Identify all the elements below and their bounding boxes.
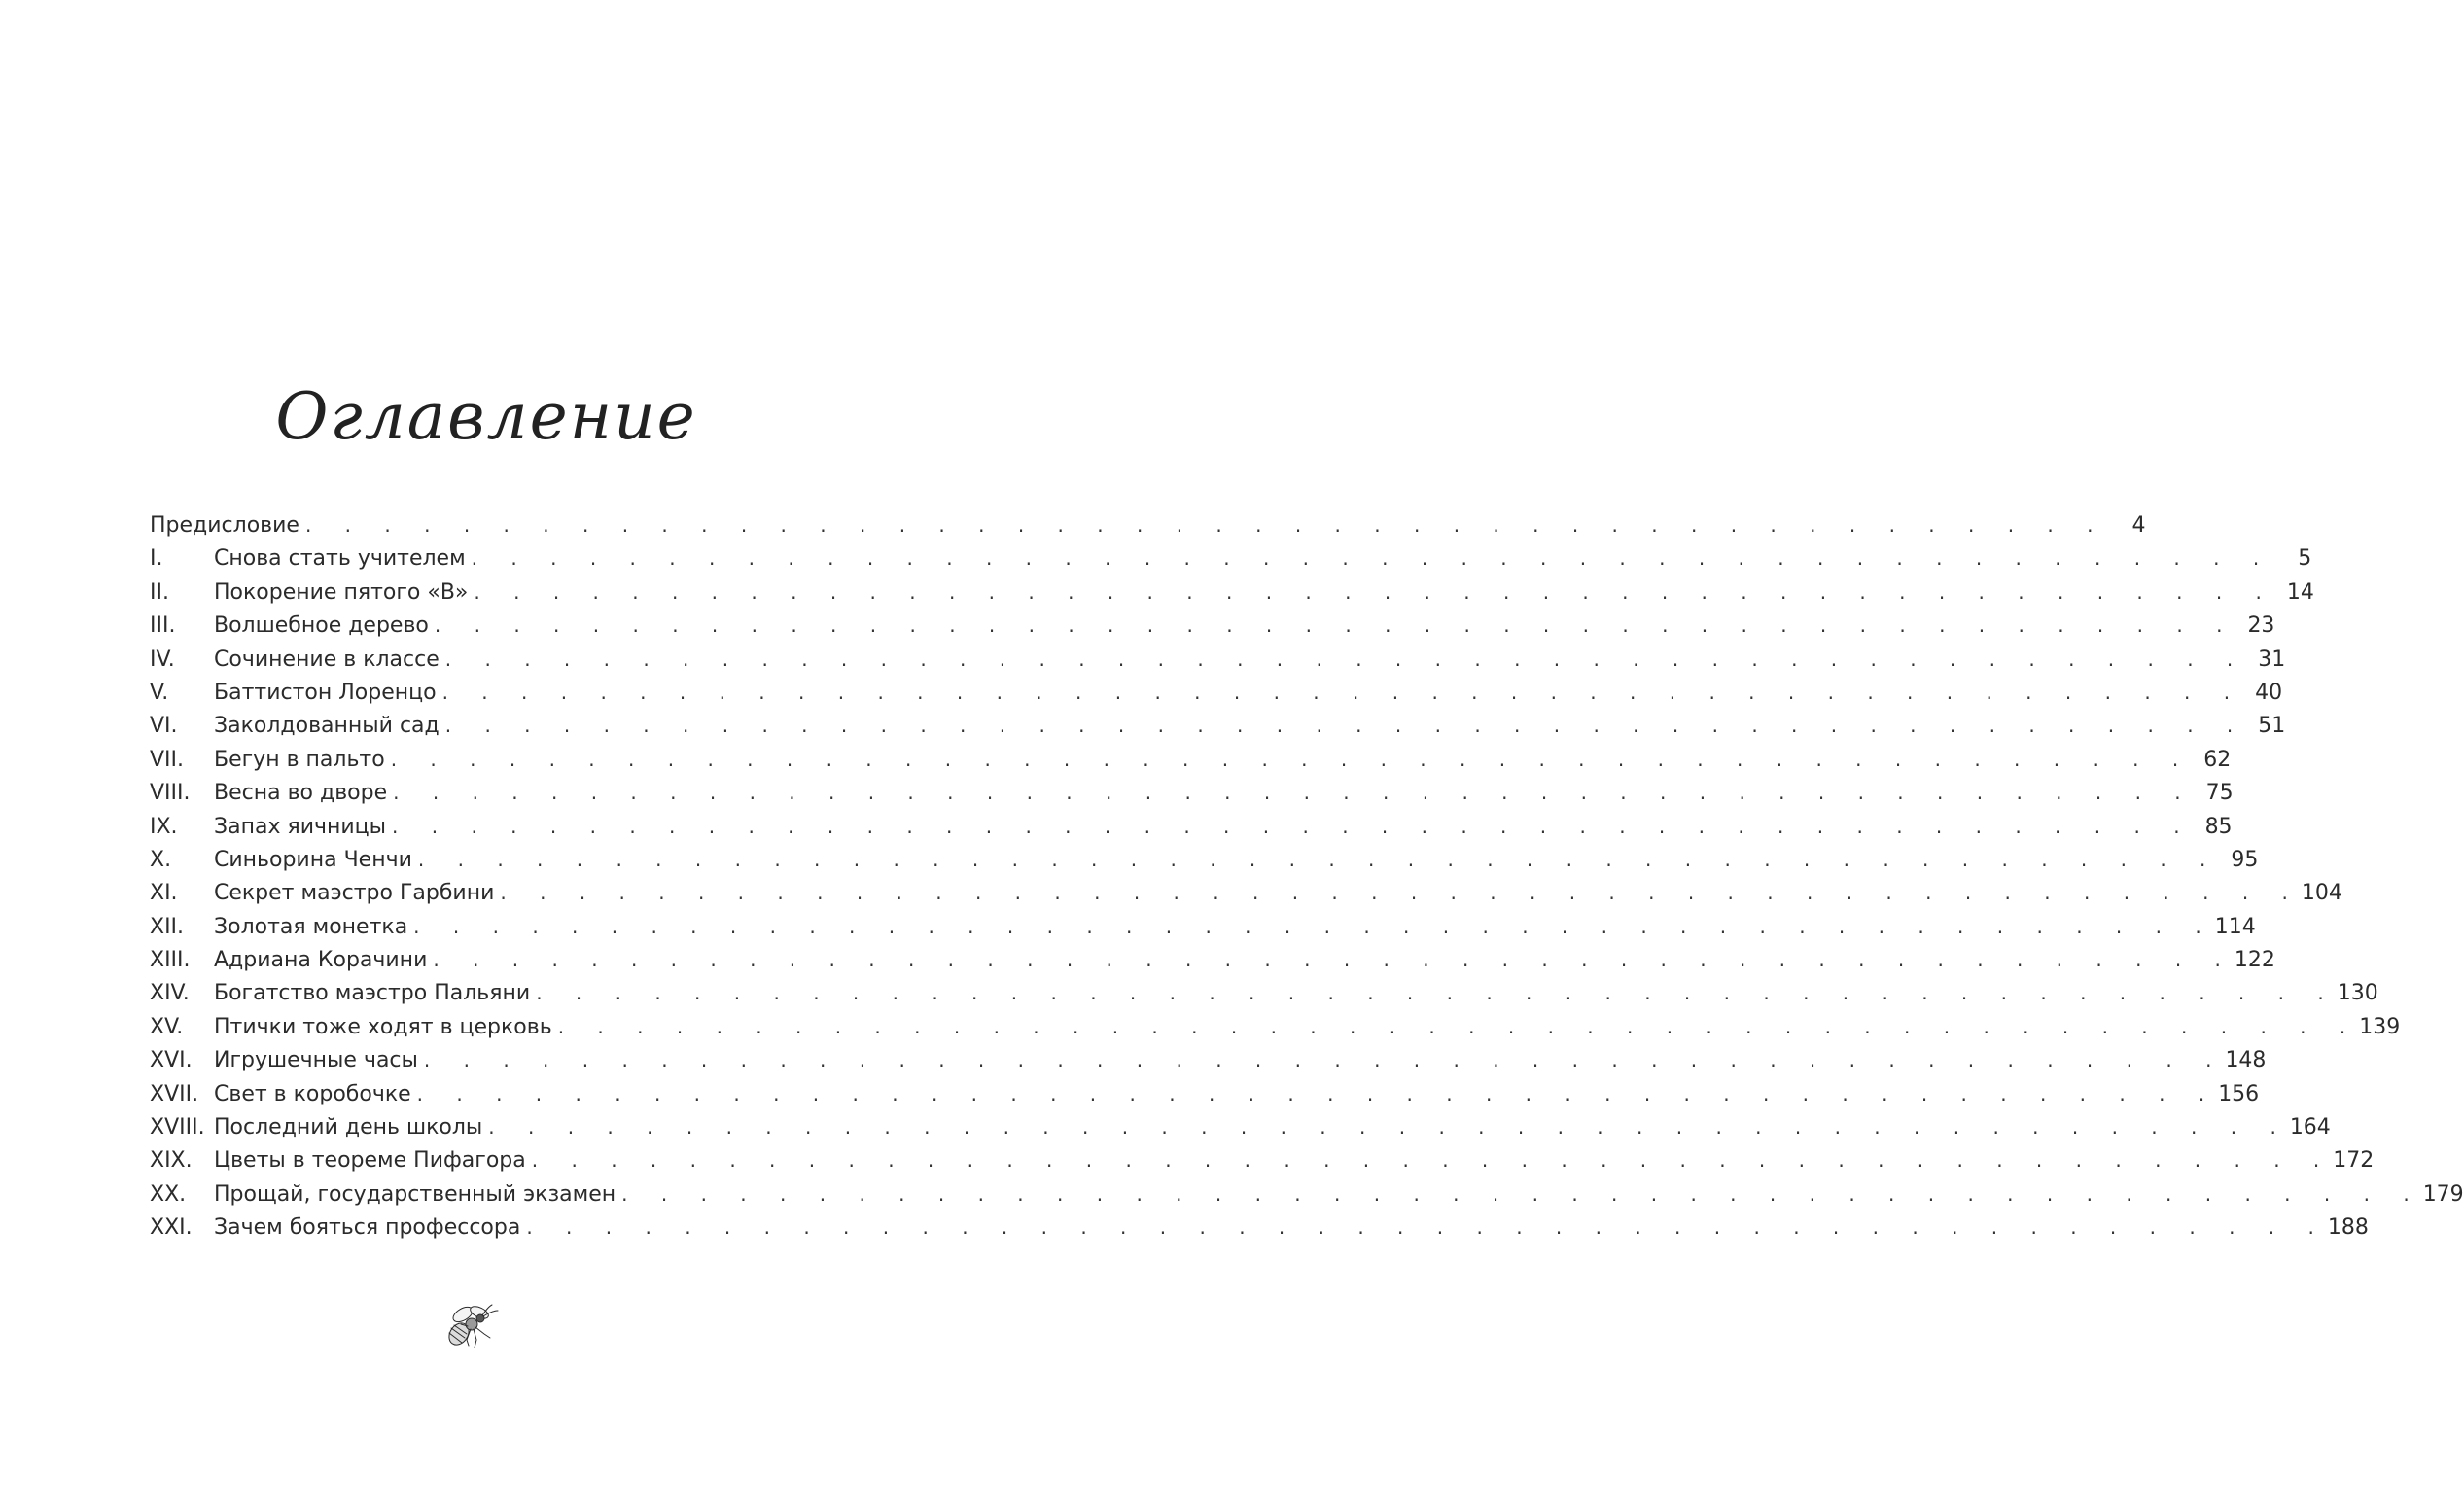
toc-page: 114 <box>2214 914 2256 939</box>
toc-title: Запах яичницы <box>214 814 387 839</box>
toc-leader: . . . . . . . . . . . . . . . . . . . . . . . . . . . . . . . . . . . . . . . . . . . . . . <box>444 714 2247 738</box>
toc-number: IV. <box>150 647 175 672</box>
toc-page: 148 <box>2225 1048 2267 1073</box>
toc-title: Зачем бояться профессора <box>214 1215 521 1241</box>
toc-title: Покорение пятого «В» <box>214 579 469 605</box>
toc-row[interactable] <box>150 647 2286 681</box>
toc-title: Игрушечные часы <box>214 1048 418 1073</box>
toc-page: 85 <box>2204 814 2233 839</box>
toc-page: 5 <box>2298 546 2312 572</box>
toc-number: I. <box>150 546 163 572</box>
toc-row[interactable] <box>150 1014 2401 1048</box>
toc-page: 4 <box>2131 513 2146 538</box>
toc-row[interactable] <box>150 981 2378 1014</box>
toc-page: 164 <box>2289 1115 2331 1140</box>
toc-number: XV. <box>150 1014 184 1039</box>
toc-row[interactable] <box>150 613 2275 647</box>
toc-title: Сочинение в классе <box>214 647 440 672</box>
toc-leader: . . . . . . . . . . . . . . . . . . . . . . . . . . . . . . . . . . . . . . . . . . . . . . <box>390 747 2193 771</box>
toc-leader: . . . . . . . . . . . . . . . . . . . . . . . . . . . . . . . . . . . . . . . . . . . . . . <box>488 1115 2290 1139</box>
toc-leader: . . . . . . . . . . . . . . . . . . . . . . . . . . . . . . . . . . . . . . . . . . . . . . <box>417 847 2220 871</box>
toc-leader: . . . . . . . . . . . . . . . . . . . . . . . . . . . . . . . . . . . . . . . . . . . . . . <box>500 881 2302 905</box>
toc-title: Прощай, государственный экзамен <box>214 1181 616 1207</box>
toc-title: Золотая монетка <box>214 914 408 939</box>
bee-icon <box>434 1295 506 1355</box>
toc-title: Весна во дворе <box>214 781 388 806</box>
toc-title: Птички тоже ходят в церковь <box>214 1014 552 1039</box>
toc-leader: . . . . . . . . . . . . . . . . . . . . . . . . . . . . . . . . . . . . . . . . . . . . . . <box>304 513 2107 537</box>
toc-number: X. <box>150 847 172 872</box>
toc-row[interactable] <box>150 1215 2369 1248</box>
toc-page: 95 <box>2231 847 2259 872</box>
toc-title: Заколдованный сад <box>214 714 440 739</box>
toc-title: Предисловие <box>150 513 299 538</box>
toc-title: Волшебное дерево <box>214 613 429 639</box>
toc-number: XIX. <box>150 1148 193 1173</box>
toc-number: XIV. <box>150 981 190 1006</box>
toc-title: Последний день школы <box>214 1115 483 1140</box>
toc-page: 188 <box>2327 1215 2369 1241</box>
table-of-contents <box>150 513 2464 1249</box>
toc-page: 62 <box>2203 747 2232 772</box>
toc-page: 179 <box>2422 1181 2464 1207</box>
toc-title: Синьорина Ченчи <box>214 847 412 872</box>
toc-row[interactable] <box>150 847 2259 881</box>
toc-row[interactable] <box>150 1048 2267 1081</box>
toc-leader: . . . . . . . . . . . . . . . . . . . . . . . . . . . . . . . . . . . . . . . . . . . . . . <box>423 1048 2226 1072</box>
toc-leader: . . . . . . . . . . . . . . . . . . . . . . . . . . . . . . . . . . . . . . . . . . . . . . <box>526 1215 2328 1240</box>
toc-leader: . . . . . . . . . . . . . . . . . . . . . . . . . . . . . . . . . . . . . . . . . . . . . . <box>393 781 2195 805</box>
toc-number: V. <box>150 680 169 705</box>
toc-leader: . . . . . . . . . . . . . . . . . . . . . . . . . . . . . . . . . . . . . . . . . . . . . . <box>413 914 2215 938</box>
toc-number: XX. <box>150 1181 187 1207</box>
toc-leader: . . . . . . . . . . . . . . . . . . . . . . . . . . . . . . . . . . . . . . . . . . . . . . <box>536 981 2338 1005</box>
toc-number: XVIII. <box>150 1115 205 1140</box>
toc-row[interactable] <box>150 1081 2260 1115</box>
toc-leader: . . . . . . . . . . . . . . . . . . . . . . . . . . . . . . . . . . . . . . . . . . . . . . <box>531 1148 2334 1173</box>
toc-number: VI. <box>150 714 178 739</box>
toc-title: Секрет маэстро Гарбини <box>214 881 495 906</box>
toc-page: 75 <box>2205 781 2234 806</box>
toc-row[interactable] <box>150 1115 2331 1148</box>
toc-number: XI. <box>150 881 178 906</box>
toc-title: Богатство маэстро Пальяни <box>214 981 531 1006</box>
toc-page: 23 <box>2247 613 2275 639</box>
toc-page: 40 <box>2255 680 2283 705</box>
toc-title: Цветы в теореме Пифагора <box>214 1148 526 1173</box>
toc-row[interactable] <box>150 579 2314 613</box>
toc-leader: . . . . . . . . . . . . . . . . . . . . . . . . . . . . . . . . . . . . . . . . . . . . . . <box>416 1081 2219 1105</box>
toc-row[interactable] <box>150 814 2233 848</box>
toc-row[interactable] <box>150 948 2275 981</box>
toc-page: 139 <box>2359 1014 2401 1039</box>
toc-page: 172 <box>2333 1148 2375 1173</box>
toc-number: VII. <box>150 747 185 772</box>
toc-leader: . . . . . . . . . . . . . . . . . . . . . . . . . . . . . . . . . . . . . . . . . . . . . . <box>444 647 2247 671</box>
toc-leader: . . . . . . . . . . . . . . . . . . . . . . . . . . . . . . . . . . . . . . . . . . . . . . <box>621 1181 2423 1206</box>
toc-number: XVI. <box>150 1048 193 1073</box>
toc-page: 14 <box>2286 579 2314 605</box>
toc-number: XVII. <box>150 1081 199 1106</box>
page-title: Оглавление <box>275 379 697 455</box>
toc-page: 130 <box>2337 981 2378 1006</box>
toc-row[interactable] <box>150 1148 2375 1181</box>
toc-row[interactable] <box>150 714 2286 747</box>
toc-title: Свет в коробочке <box>214 1081 411 1106</box>
toc-page: 104 <box>2301 881 2342 906</box>
toc-row[interactable] <box>150 546 2312 579</box>
toc-leader: . . . . . . . . . . . . . . . . . . . . . . . . . . . . . . . . . . . . . . . . . . . . . . <box>433 948 2235 972</box>
toc-number: XXI. <box>150 1215 193 1241</box>
toc-row-preface[interactable] <box>150 513 2146 546</box>
toc-row[interactable] <box>150 914 2256 948</box>
toc-title: Адриана Корачини <box>214 948 428 973</box>
toc-title: Бегун в пальто <box>214 747 385 772</box>
toc-row[interactable] <box>150 747 2232 781</box>
toc-page: 51 <box>2258 714 2286 739</box>
toc-page: 31 <box>2258 647 2286 672</box>
toc-leader: . . . . . . . . . . . . . . . . . . . . . . . . . . . . . . . . . . . . . . . . . . . . . . <box>474 579 2275 604</box>
toc-number: XII. <box>150 914 185 939</box>
toc-number: XIII. <box>150 948 191 973</box>
toc-number: IX. <box>150 814 178 839</box>
toc-leader: . . . . . . . . . . . . . . . . . . . . . . . . . . . . . . . . . . . . . . . . . . . . . . <box>392 814 2194 838</box>
toc-number: III. <box>150 613 176 639</box>
toc-row[interactable] <box>150 1181 2464 1215</box>
toc-title: Снова стать учителем <box>214 546 466 572</box>
toc-leader: . . . . . . . . . . . . . . . . . . . . . . . . . . . . . . . . . . . . . . . . . . . . . . <box>434 613 2236 638</box>
toc-row[interactable] <box>150 781 2234 814</box>
toc-page: 156 <box>2218 1081 2260 1106</box>
toc-number: II. <box>150 579 169 605</box>
toc-leader: . . . . . . . . . . . . . . . . . . . . . . . . . . . . . . . . . . . . . . . . . . . . . . <box>471 546 2273 571</box>
toc-row[interactable] <box>150 680 2283 714</box>
toc-title: Баттистон Лоренцо <box>214 680 437 705</box>
toc-page: 122 <box>2234 948 2275 973</box>
toc-leader: . . . . . . . . . . . . . . . . . . . . . . . . . . . . . . . . . . . . . . . . . . . . . . <box>441 680 2244 704</box>
toc-row[interactable] <box>150 881 2342 914</box>
toc-number: VIII. <box>150 781 191 806</box>
toc-leader: . . . . . . . . . . . . . . . . . . . . . . . . . . . . . . . . . . . . . . . . . . . . . . <box>557 1014 2360 1038</box>
